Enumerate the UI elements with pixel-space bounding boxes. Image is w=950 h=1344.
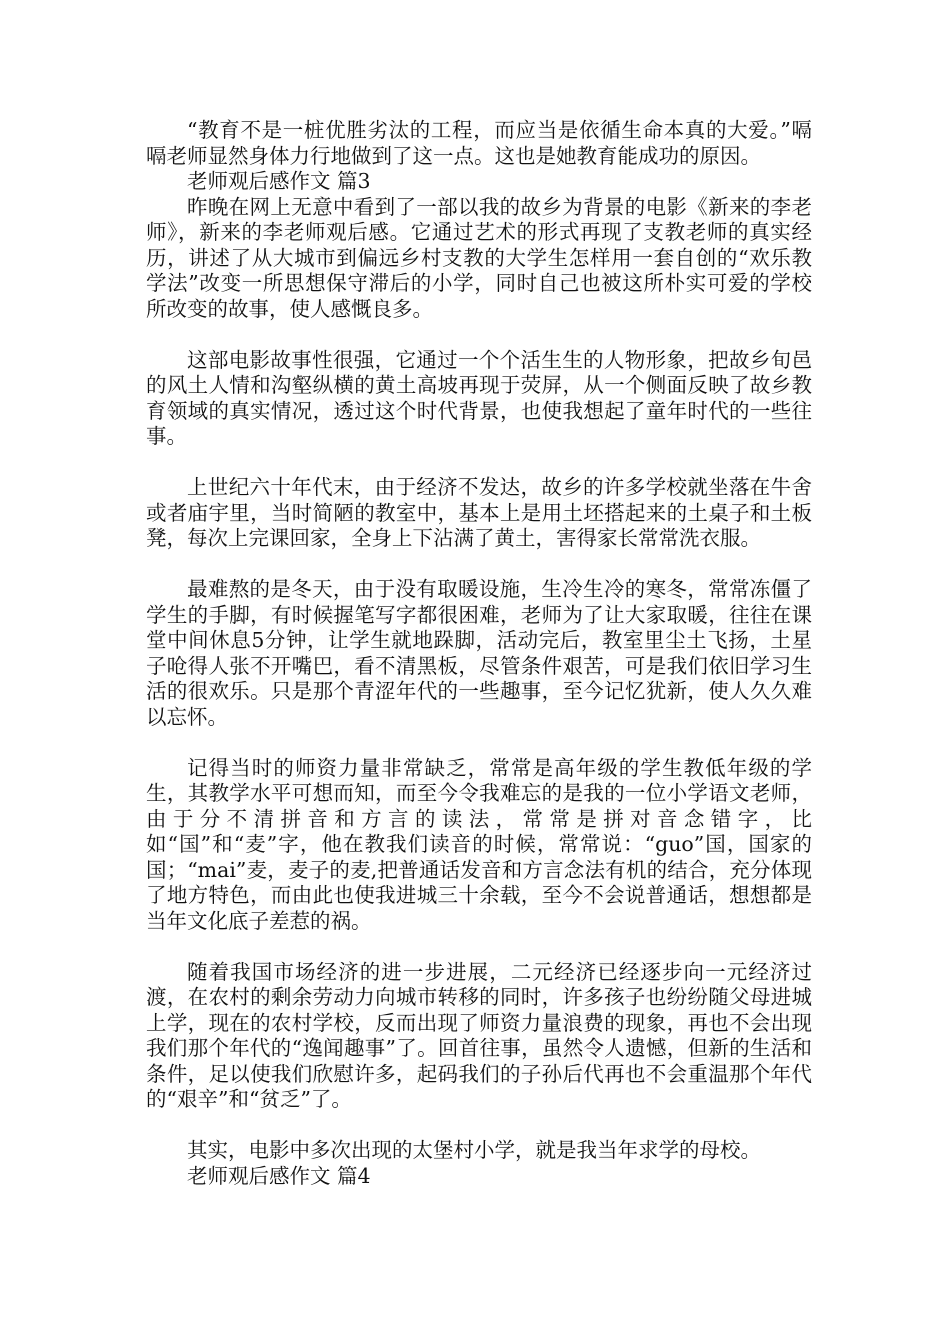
paragraph-spacer: [146, 1113, 812, 1139]
document-body: [146, 118, 812, 1189]
paragraph-alma-mater: 其实，电影中多次出现的太堡村小学，就是我当年求学的母校。: [187, 1138, 761, 1162]
section-heading-4: 老师观后感作文 篇4: [187, 1163, 371, 1188]
paragraph-film-intro: 昨晚在网上无意中看到了一部以我的故乡为背景的电影《新来的李老师》，新来的李老师观后感。它通过艺术的形式再现了支教老师的真实经历，讲述了从大城市到偏远乡村支教的大学生怎样用一套自创的“欢乐教学法”改变一所思想保守滞后的小学，同时自己也被这所朴实可爱的学校所改变的故事，使人感慨良多。: [146, 194, 812, 321]
section-heading-3: 老师观后感作文 篇3: [187, 169, 371, 193]
paragraph-closing-quote: “教育不是一桩优胜劣汰的工程，而应当是依循生命本真的大爱。”嗝嗝老师显然身体力行地做到了这一点。这也是她教育能成功的原因。: [146, 118, 812, 168]
paragraph-sixties-schools: 上世纪六十年代末，由于经济不发达，故乡的许多学校就坐落在牛舍或者庙宇里，当时简陋的教室中，基本上是用土坯搭起来的土桌子和土板凳，每次上完课回家，全身上下沾满了黄土，害得家长常常洗衣服。: [146, 475, 812, 550]
paragraph-market-economy: 随着我国市场经济的进一步进展，二元经济已经逐步向一元经济过渡，在农村的剩余劳动力向城市转移的同时，许多孩子也纷纷随父母进城上学，现在的农村学校，反而出现了师资力量浪费的现象，再也不会出现我们那个年代的“逸闻趣事”了。回首往事，虽然令人遗憾，但新的生活和条件，足以使我们欣慰许多，起码我们的子孙后代再也不会重温那个年代的“艰辛”和“贫乏”了。: [146, 959, 812, 1111]
paragraph-spacer: [146, 552, 812, 578]
paragraph-film-story: 这部电影故事性很强，它通过一个个活生生的人物形象，把故乡旬邑的风土人情和沟壑纵横的黄土高坡再现于荧屏，从一个侧面反映了故乡教育领域的真实情况，透过这个时代背景，也使我想起了童年时代的一些往事。: [146, 347, 812, 448]
paragraph-spacer: [146, 322, 812, 348]
paragraph-spacer: [146, 934, 812, 960]
paragraph-spacer: [146, 730, 812, 756]
paragraph-winter: 最难熬的是冬天，由于没有取暖设施，生冷生冷的寒冬，常常冻僵了学生的手脚，有时候握笔写字都很困难，老师为了让大家取暖，往往在课堂中间休息5分钟，让学生就地跺脚，活动完后，教室里尘土飞扬，土星子呛得人张不开嘴巴，看不清黑板，尽管条件艰苦，可是我们依旧学习生活的很欢乐。只是那个青涩年代的一些趣事，至今记忆犹新，使人久久难以忘怀。: [146, 577, 812, 729]
paragraph-teacher-dialect: 记得当时的师资力量非常缺乏，常常是高年级的学生教低年级的学生，其教学水平可想而知，而至今令我难忘的是我的一位小学语文老师，由于分不清拼音和方言的读法，常常是拼对音念错字，比如“国”和“麦”字，他在教我们读音的时候，常常说：“guo”国，国家的国；“mai”麦，麦子的麦,把普通话发音和方言念法有机的结合，充分体现了地方特色，而由此也使我进城三十余载，至今不会说普通话，想想都是当年文化底子差惹的祸。: [146, 755, 812, 933]
paragraph-spacer: [146, 450, 812, 476]
